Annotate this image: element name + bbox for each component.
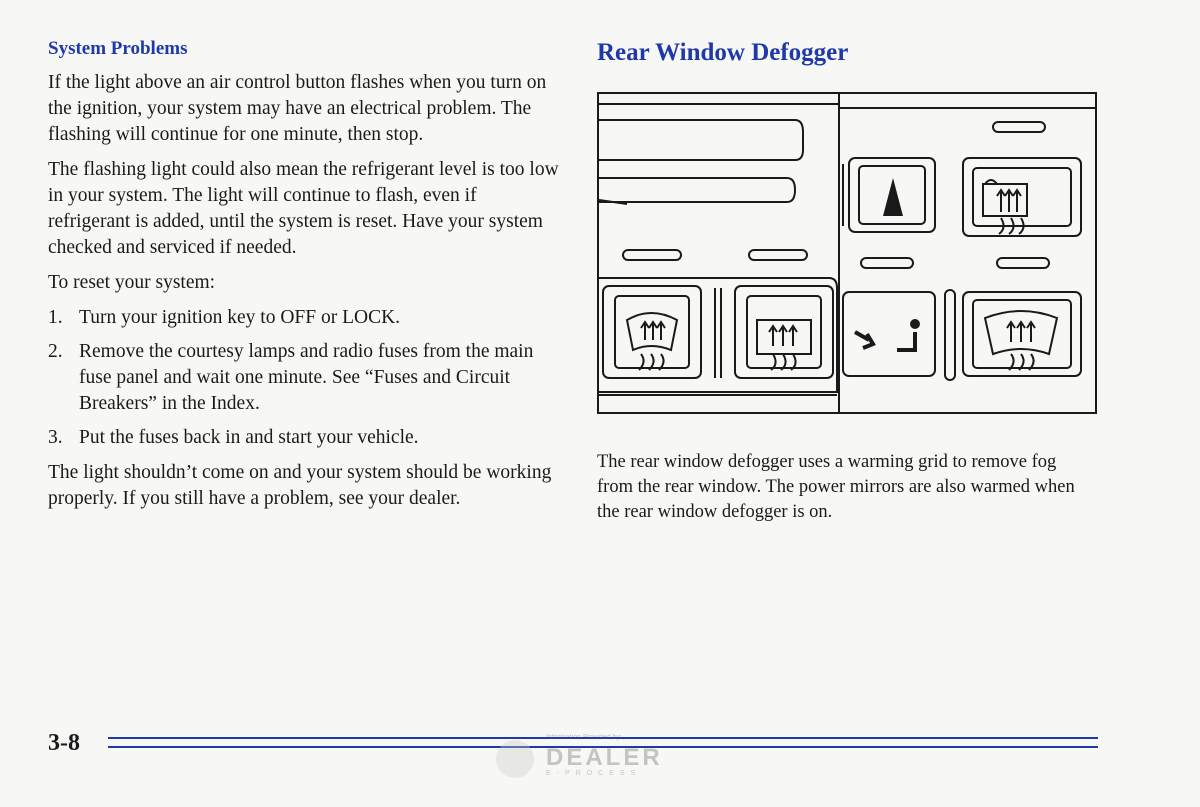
defogger-control-panel-illustration	[597, 92, 1097, 414]
defogger-description	[597, 450, 1077, 525]
step-text: Turn your ignition key to OFF or LOCK.	[79, 307, 401, 328]
step-number: 2.	[48, 341, 63, 362]
list-item	[48, 425, 563, 451]
paragraph-dealer: The light shouldn’t come on and your system should be working properly. If you still have a problem, see your dealer.	[48, 462, 552, 509]
indicator-light	[861, 258, 913, 268]
paragraph-flashing-light: If the light above an air control button flashes when you turn on the ignition, your system may have an electrical problem. The flashing will continue for one minute, then stop.	[48, 72, 547, 145]
panel-frame	[598, 93, 1096, 413]
section-title: Rear Window Defogger	[597, 39, 849, 66]
paragraph-reset-intro: To reset your system:	[48, 272, 216, 293]
reset-steps-list	[48, 305, 563, 451]
section-subheading: System Problems	[48, 38, 188, 59]
indicator-light	[993, 122, 1045, 132]
up-arrow-icon	[883, 178, 903, 216]
step-text: Remove the courtesy lamps and radio fuses from the main fuse panel and wait one minute. See “Fuses and Circuit Breakers” in the Index.	[79, 341, 534, 414]
watermark	[496, 734, 696, 784]
indicator-light	[623, 250, 681, 260]
rear-defogger-button-icon	[963, 158, 1081, 236]
list-item	[48, 305, 563, 331]
seated-person-fan-icon	[855, 319, 920, 350]
left-column	[48, 38, 563, 521]
paragraph-refrigerant: The flashing light could also mean the refrigerant level is too low in your system. The light will continue to flash, even if refrigerant is added, until the system is reset. Have your system checked and serviced if needed.	[48, 159, 559, 258]
watermark-caption: Information Provided by:	[546, 734, 622, 741]
list-item	[48, 339, 563, 417]
step-text: Put the fuses back in and start your vehicle.	[79, 427, 419, 448]
watermark-emblem-icon	[496, 740, 534, 778]
page-number: 3-8	[48, 730, 80, 756]
radio-slot-icon	[599, 120, 803, 160]
right-column	[597, 38, 1097, 68]
watermark-logo: DEALER	[546, 744, 663, 771]
step-number: 1.	[48, 307, 63, 328]
step-number: 3.	[48, 427, 63, 448]
paragraph-defogger: The rear window defogger uses a warming grid to remove fog from the rear window. The power mirrors are also warmed when the rear window defogger is on.	[597, 452, 1075, 522]
indicator-light	[749, 250, 807, 260]
radio-slot-icon	[599, 178, 795, 202]
indicator-light	[997, 258, 1049, 268]
watermark-subtitle: E-PROCESS	[546, 770, 642, 777]
